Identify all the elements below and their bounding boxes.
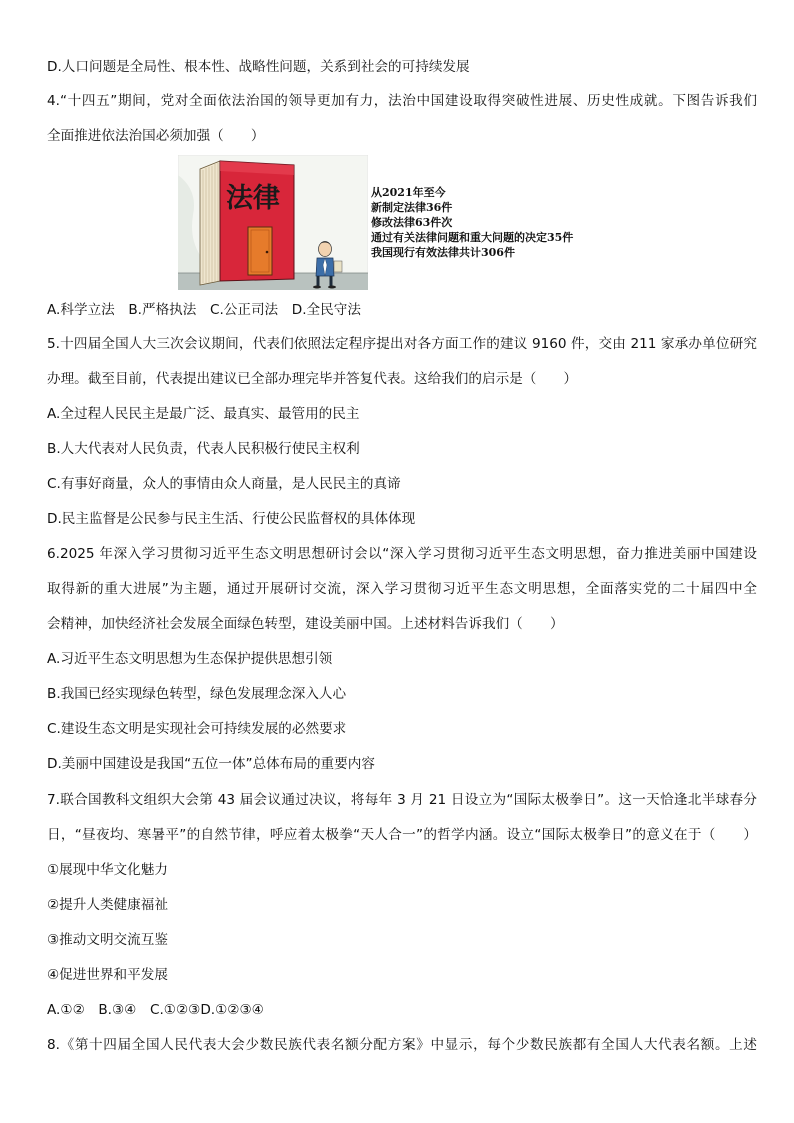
law-book-illustration [178, 155, 368, 290]
q7-stem-line-1: 7.联合国教科文组织大会第 43 届会议通过决议，将每年 3 月 21 日设立为“国际太极拳日”。这一天恰逢北半球春分 [47, 792, 757, 808]
q5-option-a: A.全过程人民民主是最广泛、最真实、最管用的民主 [47, 406, 360, 422]
figure-caption [371, 185, 573, 260]
caption-line: 我国现行有效法律共计306件 [371, 246, 515, 259]
q7-item-3: ③推动文明交流互鉴 [47, 932, 168, 948]
book-title-text: 法律 [226, 183, 280, 214]
q7-stem-line-2: 日，“昼夜均、寒暑平”的自然节律，呼应着太极拳“天人合一”的哲学内涵。设立“国际太极拳日”的意义在于（ ） [47, 827, 757, 843]
q4-stem-line-2: 全面推进依法治国必须加强（ ） [47, 128, 265, 144]
q3-option-d: D.人口问题是全局性、根本性、战略性问题，关系到社会的可持续发展 [47, 59, 470, 75]
q6-stem-line-2: 取得新的重大进展”为主题，通过开展研讨交流，深入学习贯彻习近平生态文明思想，全面落实党的二十届四中全 [47, 581, 757, 597]
q7-options: A.①② B.③④ C.①②③D.①②③④ [47, 1002, 264, 1018]
q8-stem-line-1: 8.《第十四届全国人民代表大会少数民族代表名额分配方案》中显示，每个少数民族都有全国人大代表名额。上述 [47, 1037, 757, 1053]
q5-option-b: B.人大代表对人民负责，代表人民积极行使民主权利 [47, 441, 360, 457]
caption-line: 从2021年至今 [371, 186, 446, 199]
q4-options: A.科学立法 B.严格执法 C.公正司法 D.全民守法 [47, 302, 361, 318]
q6-option-d: D.美丽中国建设是我国“五位一体”总体布局的重要内容 [47, 756, 375, 772]
caption-line: 新制定法律36件 [371, 201, 453, 214]
q5-stem-line-1: 5.十四届全国人大三次会议期间，代表们依照法定程序提出对各方面工作的建议 9160 件，交由 211 家承办单位研究 [47, 336, 757, 352]
q6-stem-line-3: 会精神，加快经济社会发展全面绿色转型，建设美丽中国。上述材料告诉我们（ ） [47, 616, 564, 632]
q7-item-1: ①展现中华文化魅力 [47, 862, 168, 878]
q6-option-c: C.建设生态文明是实现社会可持续发展的必然要求 [47, 721, 347, 737]
q7-item-2: ②提升人类健康福祉 [47, 897, 168, 913]
q6-option-b: B.我国已经实现绿色转型，绿色发展理念深入人心 [47, 686, 347, 702]
q7-item-4: ④促进世界和平发展 [47, 967, 168, 983]
law-cartoon-figure [178, 155, 608, 290]
caption-line: 通过有关法律问题和重大问题的决定35件 [371, 231, 574, 244]
q4-stem-line-1: 4.“十四五”期间，党对全面依法治国的领导更加有力，法治中国建设取得突破性进展、历史性成就。下图告诉我们 [47, 93, 757, 109]
q5-option-d: D.民主监督是公民参与民主生活、行使公民监督权的具体体现 [47, 511, 416, 527]
q6-option-a: A.习近平生态文明思想为生态保护提供思想引领 [47, 651, 333, 667]
caption-line: 修改法律63件次 [371, 216, 453, 229]
q5-option-c: C.有事好商量，众人的事情由众人商量，是人民民主的真谛 [47, 476, 401, 492]
q6-stem-line-1: 6.2025 年深入学习贯彻习近平生态文明思想研讨会以“深入学习贯彻习近平生态文明思想，奋力推进美丽中国建设 [47, 546, 757, 562]
q5-stem-line-2: 办理。截至目前，代表提出建议已全部办理完毕并答复代表。这给我们的启示是（ ） [47, 371, 578, 387]
